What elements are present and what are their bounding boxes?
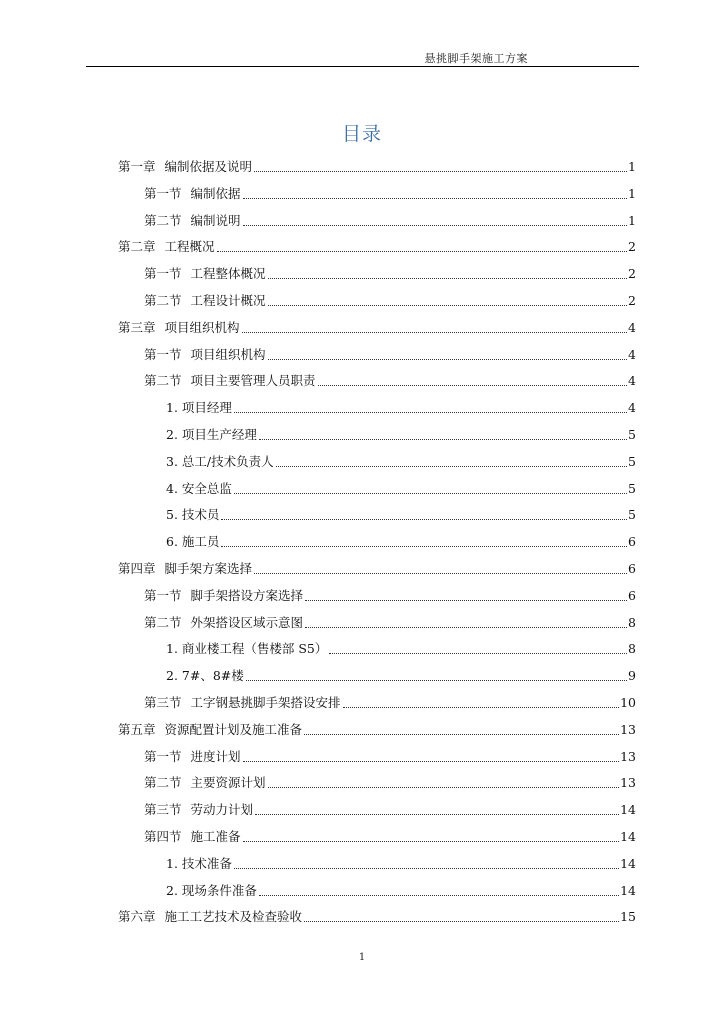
toc-entry-text: 进度计划	[190, 748, 241, 764]
toc-entry[interactable]	[144, 801, 636, 819]
toc-entry-page: 1	[628, 212, 636, 228]
toc-entry-prefix: 第二节	[144, 373, 182, 389]
toc-entry[interactable]	[144, 372, 636, 390]
toc-entry[interactable]	[118, 158, 636, 176]
toc-entry[interactable]	[144, 587, 636, 605]
toc-entry-prefix: 第四节	[144, 829, 182, 844]
toc-entry-prefix: 第二节	[144, 775, 182, 791]
toc-entry-page: 5	[628, 453, 636, 469]
toc-entry-text: 脚手架搭设方案选择	[190, 587, 304, 603]
toc-entry-label	[144, 614, 303, 632]
toc-entry-label	[144, 292, 266, 310]
toc-entry-page: 5	[628, 480, 636, 496]
toc-entry-page: 14	[620, 802, 636, 818]
toc-entry-prefix: 第五章	[118, 721, 156, 737]
toc-entry-text: 劳动力计划	[190, 802, 254, 818]
toc-entry-text: 项目组织机构	[164, 319, 240, 335]
toc-dot-leader	[243, 225, 628, 226]
toc-dot-leader	[221, 519, 627, 520]
toc-dot-leader	[254, 573, 627, 574]
toc-entry[interactable]	[166, 453, 636, 471]
toc-dot-leader	[259, 439, 627, 440]
toc-entry-prefix: 第四章	[118, 561, 156, 576]
toc-dot-leader	[305, 627, 627, 628]
toc-entry-label	[166, 506, 219, 524]
toc-entry-text: 脚手架方案选择	[164, 561, 253, 576]
toc-dot-leader	[243, 761, 620, 762]
toc-entry-page: 13	[620, 721, 636, 737]
toc-entry-text: 外架搭设区域示意图	[190, 614, 304, 630]
toc-entry-text: 项目组织机构	[190, 346, 266, 362]
toc-entry-prefix: 第一章	[118, 159, 156, 174]
toc-entry-label	[144, 694, 341, 712]
toc-entry-prefix: 第三节	[144, 695, 182, 710]
toc-entry-page: 1	[628, 159, 636, 174]
toc-entry-label	[166, 855, 232, 873]
toc-entry-text: 1. 技术准备	[166, 855, 232, 871]
toc-entry-text: 2. 项目生产经理	[166, 427, 257, 442]
toc-entry-page: 2	[628, 266, 636, 282]
toc-dot-leader	[329, 653, 627, 654]
toc-dot-leader	[318, 385, 628, 386]
toc-entry-prefix: 第二节	[144, 293, 182, 308]
toc-entry[interactable]	[118, 721, 636, 739]
toc-entry-text: 施工工艺技术及检查验收	[164, 909, 303, 925]
toc-entry[interactable]	[144, 694, 636, 712]
toc-entry-prefix: 第一节	[144, 748, 182, 764]
toc-entry-page: 13	[620, 775, 636, 791]
toc-dot-leader	[246, 680, 627, 681]
toc-entry[interactable]	[166, 533, 636, 551]
toc-entry-text: 1. 项目经理	[166, 400, 232, 416]
toc-entry-page: 8	[628, 641, 636, 657]
toc-entry-page: 6	[628, 561, 636, 576]
toc-entry-prefix: 第一节	[144, 346, 182, 362]
toc-entry[interactable]	[144, 292, 636, 310]
toc-dot-leader	[255, 814, 619, 815]
toc-dot-leader	[268, 787, 620, 788]
toc-entry-label	[144, 185, 241, 203]
toc-entry-prefix: 第三节	[144, 802, 182, 818]
toc-dot-leader	[276, 466, 627, 467]
toc-entry[interactable]	[166, 506, 636, 524]
toc-entry-label	[144, 801, 253, 819]
toc-entry-prefix: 第二节	[144, 614, 182, 630]
toc-entry-page: 1	[628, 185, 636, 201]
toc-dot-leader	[217, 251, 628, 252]
toc-entry-label	[144, 265, 266, 283]
toc-entry[interactable]	[166, 480, 636, 498]
toc-entry-prefix: 第二节	[144, 212, 182, 228]
toc-entry-text: 工程设计概况	[190, 293, 266, 308]
toc-title: 目录	[341, 123, 382, 145]
toc-entry-text: 4. 安全总监	[166, 480, 232, 496]
toc-entry-label	[166, 882, 257, 900]
toc-entry-label	[166, 453, 274, 471]
toc-entry[interactable]	[118, 908, 636, 926]
toc-entry-text: 资源配置计划及施工准备	[164, 721, 303, 737]
toc-entry-page: 14	[620, 855, 636, 871]
toc-entry-label	[166, 533, 219, 551]
toc-dot-leader	[268, 305, 628, 306]
toc-entry[interactable]	[118, 560, 636, 578]
toc-entry[interactable]	[166, 426, 636, 444]
toc-entry-page: 14	[620, 882, 636, 898]
toc-entry-text: 编制依据	[190, 185, 241, 201]
toc-entry-label	[118, 908, 302, 926]
toc-entry-page: 6	[628, 534, 636, 550]
toc-entry-text: 编制说明	[190, 212, 241, 228]
toc-entry-page: 8	[628, 614, 636, 630]
toc-entry-text: 施工准备	[190, 829, 241, 844]
toc-entry-label	[118, 319, 240, 337]
toc-entry-text: 5. 技术员	[166, 507, 220, 523]
toc-entry-page: 9	[628, 668, 636, 684]
toc-entry-prefix: 第六章	[118, 909, 156, 925]
toc-entry-prefix: 第三章	[118, 319, 156, 335]
toc-entry[interactable]	[144, 265, 636, 283]
toc-entry-label	[144, 748, 241, 766]
toc-entry-page: 13	[620, 748, 636, 764]
toc-entry-label	[144, 372, 316, 390]
toc-entry[interactable]	[144, 774, 636, 792]
page-number: 1	[358, 952, 366, 963]
toc-entry-text: 编制依据及说明	[164, 159, 253, 174]
toc-entry-page: 4	[628, 346, 636, 362]
toc-entry-label	[144, 828, 241, 846]
toc-entry[interactable]	[144, 614, 636, 632]
toc-dot-leader	[234, 868, 619, 869]
toc-entry-page: 10	[620, 695, 636, 710]
toc-dot-leader	[343, 707, 620, 708]
toc-entry-page: 5	[628, 427, 636, 442]
toc-entry-prefix: 第二章	[118, 239, 156, 255]
toc-dot-leader	[221, 546, 627, 547]
toc-entry[interactable]	[144, 828, 636, 846]
toc-entry-text: 项目主要管理人员职责	[190, 373, 316, 389]
toc-entry-prefix: 第一节	[144, 185, 182, 201]
toc-entry-label	[144, 346, 266, 364]
toc-entry-label	[118, 721, 302, 739]
toc-entry[interactable]	[118, 319, 636, 337]
toc-entry-label	[166, 426, 257, 444]
toc-entry-page: 2	[628, 293, 636, 308]
toc-dot-leader	[234, 412, 627, 413]
toc-dot-leader	[243, 198, 628, 199]
toc-entry-page: 6	[628, 587, 636, 603]
toc-entry-page: 15	[620, 909, 636, 925]
toc-entry-label	[118, 158, 252, 176]
toc-entry-page: 14	[620, 829, 636, 844]
toc-entry-page: 2	[628, 239, 636, 255]
toc-entry[interactable]	[166, 399, 636, 417]
toc-entry-text: 1. 商业楼工程（售楼部 S5）	[166, 641, 328, 657]
toc-entry-label	[118, 238, 215, 256]
toc-dot-leader	[304, 921, 619, 922]
toc-dot-leader	[268, 359, 628, 360]
toc-entry-text: 2. 现场条件准备	[166, 882, 257, 898]
toc-entry-label	[144, 212, 241, 230]
toc-dot-leader	[234, 493, 627, 494]
toc-entry[interactable]	[118, 238, 636, 256]
toc-entry[interactable]	[144, 346, 636, 364]
running-header-title: 悬挑脚手架施工方案	[424, 52, 528, 65]
toc-entry-text: 工字钢悬挑脚手架搭设安排	[190, 695, 341, 710]
toc-entry[interactable]	[144, 212, 636, 230]
toc-entry-page: 4	[628, 373, 636, 389]
toc-entry-label	[166, 640, 327, 658]
toc-entry-label	[144, 587, 303, 605]
toc-entry[interactable]	[166, 640, 636, 658]
toc-entry[interactable]	[166, 667, 636, 685]
toc-entry-page: 4	[628, 400, 636, 416]
toc-entry-page: 4	[628, 319, 636, 335]
toc-entry[interactable]	[144, 185, 636, 203]
toc-entry-text: 2. 7#、8#楼	[166, 668, 244, 684]
toc-dot-leader	[254, 171, 627, 172]
toc-entry-label	[166, 667, 244, 685]
toc-entry-text: 工程概况	[164, 239, 215, 255]
toc-dot-leader	[305, 600, 627, 601]
toc-dot-leader	[304, 734, 619, 735]
toc-entry-label	[118, 560, 252, 578]
toc-entry-text: 主要资源计划	[190, 775, 266, 791]
toc-entry-label	[166, 480, 232, 498]
header-divider	[86, 66, 639, 67]
toc-dot-leader	[268, 278, 628, 279]
toc-entry[interactable]	[166, 855, 636, 873]
toc-dot-leader	[243, 841, 620, 842]
toc-entry-prefix: 第一节	[144, 587, 182, 603]
toc-entry-text: 6. 施工员	[166, 534, 220, 550]
toc-entry-text: 3. 总工/技术负责人	[166, 453, 274, 469]
toc-entry-text: 工程整体概况	[190, 266, 266, 282]
toc-entry-label	[144, 774, 266, 792]
toc-dot-leader	[259, 895, 619, 896]
toc-entry-page: 5	[628, 507, 636, 523]
toc-entry[interactable]	[166, 882, 636, 900]
toc-entry-label	[166, 399, 232, 417]
toc-entry-prefix: 第一节	[144, 266, 182, 282]
toc-dot-leader	[242, 332, 628, 333]
toc-entry[interactable]	[144, 748, 636, 766]
